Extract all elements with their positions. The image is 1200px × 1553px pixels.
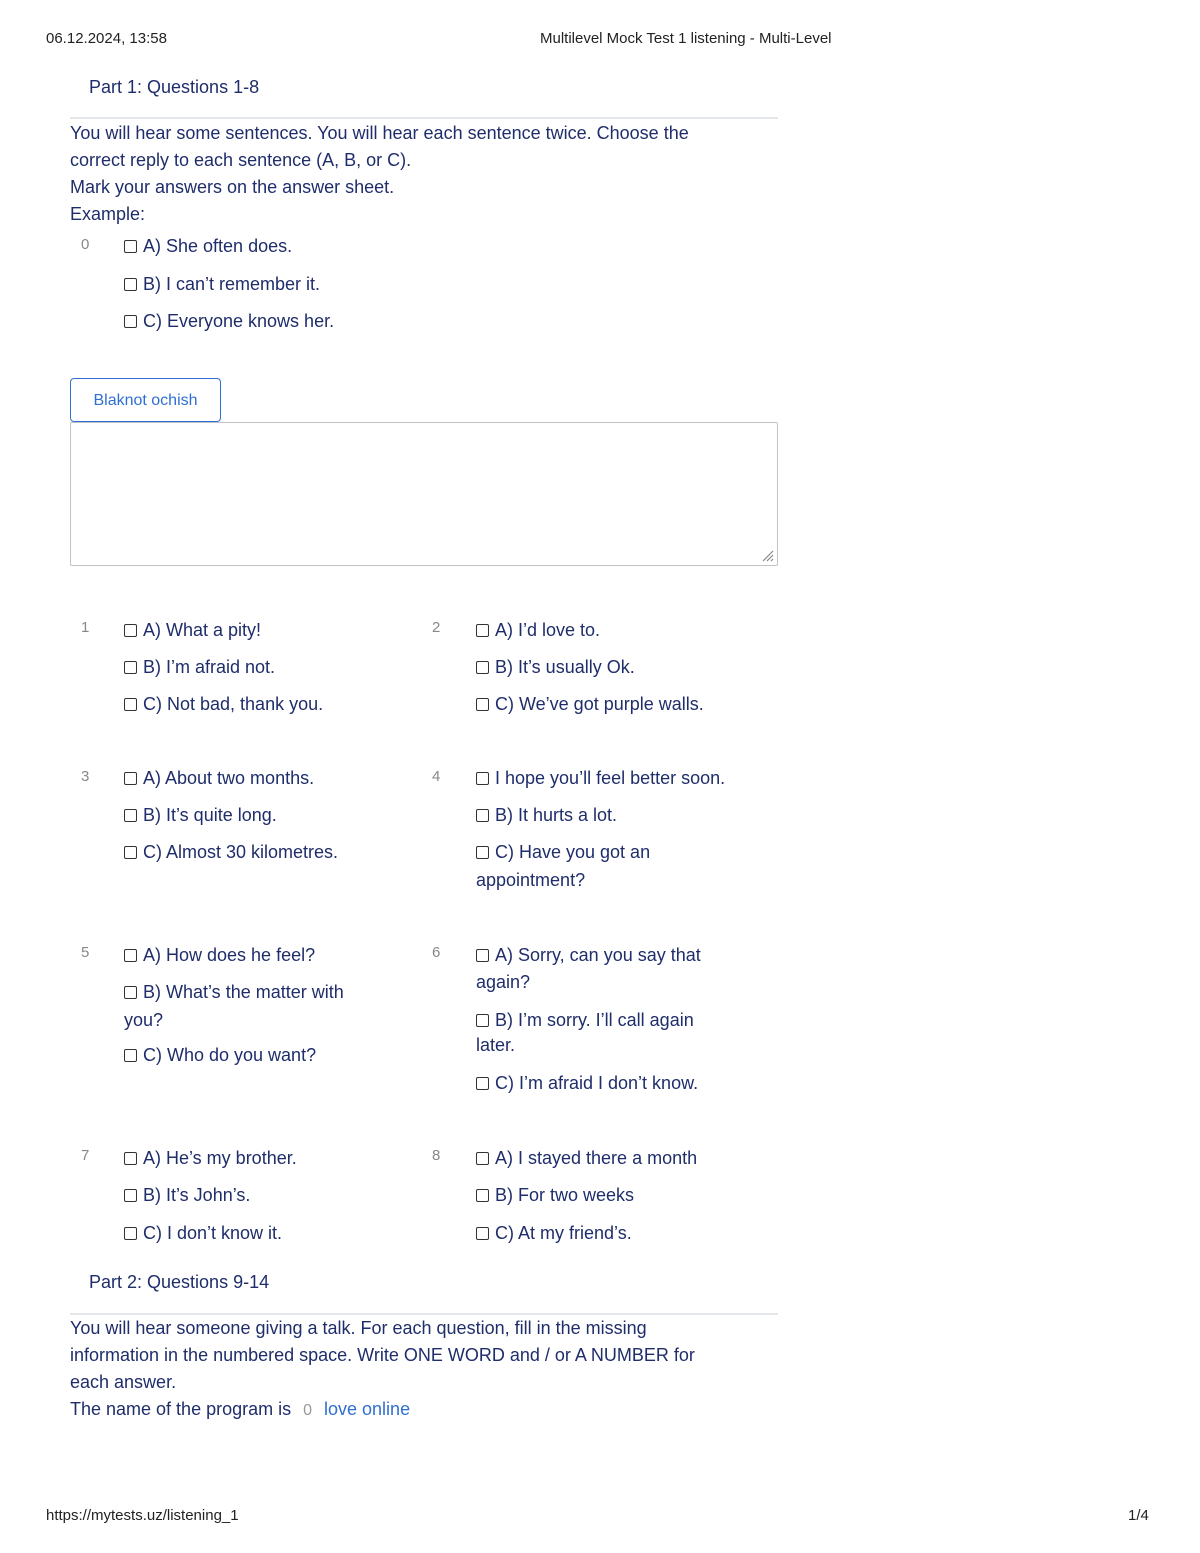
part1-title: Part 1: Questions 1-8 [89,77,260,97]
checkbox[interactable] [476,1014,489,1027]
question-number: 2 [432,619,441,636]
q1-option-a[interactable]: A) What a pity! [124,617,261,643]
example-option-b[interactable]: B) I can’t remember it. [124,271,320,297]
example-number: 0 [303,1402,313,1419]
q6-option-a[interactable]: A) Sorry, can you say that [476,942,701,968]
checkbox[interactable] [476,772,489,785]
question-number: 1 [81,619,90,636]
part1-instruction-line: Mark your answers on the answer sheet. [70,177,395,197]
checkbox[interactable] [476,661,489,674]
q7-option-c[interactable]: C) I don’t know it. [124,1220,282,1246]
checkbox[interactable] [476,809,489,822]
part1-instruction-line: correct reply to each sentence (A, B, or C). [70,150,412,170]
question-number: 8 [432,1147,441,1164]
checkbox[interactable] [476,1077,489,1090]
example-option-a[interactable]: A) She often does. [124,233,292,259]
checkbox[interactable] [476,846,489,859]
q1-option-c[interactable]: C) Not bad, thank you. [124,691,323,717]
q4-option-b[interactable]: B) It hurts a lot. [476,802,617,828]
q3-option-b[interactable]: B) It’s quite long. [124,802,277,828]
part2-instruction-line: each answer. [70,1372,177,1392]
q3-option-c[interactable]: C) Almost 30 kilometres. [124,839,338,865]
q6-option-b-continuation: later. [476,1035,516,1055]
q6-option-a-continuation: again? [476,972,531,992]
part2-instruction-line: information in the numbered space. Write ONE WORD and / or A NUMBER for [70,1345,695,1365]
resize-grip-icon[interactable] [760,548,774,562]
q5-option-c[interactable]: C) Who do you want? [124,1042,316,1068]
checkbox[interactable] [124,661,137,674]
checkbox[interactable] [124,949,137,962]
part2-example-line [70,1396,760,1424]
checkbox[interactable] [124,809,137,822]
checkbox[interactable] [476,624,489,637]
question-number: 7 [81,1147,90,1164]
q2-option-a[interactable]: A) I’d love to. [476,617,600,643]
checkbox[interactable] [124,1189,137,1202]
q5-option-a[interactable]: A) How does he feel? [124,942,315,968]
checkbox[interactable] [124,846,137,859]
question-number: 6 [432,944,441,961]
q4-option-c[interactable]: C) Have you got an [476,839,650,865]
example-number: 0 [81,236,90,253]
part2-instructions [70,1315,760,1424]
q7-option-b[interactable]: B) It’s John’s. [124,1182,250,1208]
q6-option-b[interactable]: B) I’m sorry. I’ll call again [476,1007,694,1033]
q5-option-b-continuation: you? [124,1010,164,1030]
checkbox[interactable] [124,240,137,253]
q7-option-a[interactable]: A) He’s my brother. [124,1145,297,1171]
checkbox[interactable] [124,1227,137,1240]
checkbox[interactable] [124,1049,137,1062]
checkbox[interactable] [476,949,489,962]
part1-instructions [70,120,760,228]
q4-option-a[interactable]: I hope you’ll feel better soon. [476,765,725,791]
example-option-c[interactable]: C) Everyone knows her. [124,308,334,334]
open-notepad-button[interactable]: Blaknot ochish [70,378,221,422]
print-url: https://mytests.uz/listening_1 [46,1507,239,1524]
print-page-title: Multilevel Mock Test 1 listening - Multi-Level [540,30,832,47]
part2-title: Part 2: Questions 9-14 [89,1272,270,1292]
q8-option-b[interactable]: B) For two weeks [476,1182,634,1208]
q8-option-a[interactable]: A) I stayed there a month [476,1145,697,1171]
checkbox[interactable] [476,698,489,711]
checkbox[interactable] [124,772,137,785]
print-datetime: 06.12.2024, 13:58 [46,30,167,47]
q1-option-b[interactable]: B) I’m afraid not. [124,654,275,680]
question-number: 4 [432,768,441,785]
q3-option-a[interactable]: A) About two months. [124,765,314,791]
question-number: 3 [81,768,90,785]
example-answer: love online [324,1399,411,1419]
checkbox[interactable] [124,986,137,999]
checkbox[interactable] [124,278,137,291]
q6-option-c[interactable]: C) I’m afraid I don’t know. [476,1070,698,1096]
checkbox[interactable] [124,315,137,328]
q5-option-b[interactable]: B) What’s the matter with [124,979,344,1005]
print-page-counter: 1/4 [1128,1507,1149,1524]
notepad-textarea[interactable] [70,422,778,566]
q8-option-c[interactable]: C) At my friend’s. [476,1220,632,1246]
checkbox[interactable] [476,1152,489,1165]
checkbox[interactable] [476,1189,489,1202]
question-number: 5 [81,944,90,961]
checkbox[interactable] [124,624,137,637]
q2-option-c[interactable]: C) We’ve got purple walls. [476,691,704,717]
part2-instruction-line: You will hear someone giving a talk. For each question, fill in the missing [70,1318,647,1338]
checkbox[interactable] [124,698,137,711]
checkbox[interactable] [476,1227,489,1240]
q2-option-b[interactable]: B) It’s usually Ok. [476,654,635,680]
part1-instruction-line: Example: [70,204,146,224]
part1-divider [70,117,778,119]
example-prompt: The name of the program is [70,1399,292,1419]
q4-option-c-continuation: appointment? [476,870,586,890]
part1-instruction-line: You will hear some sentences. You will hear each sentence twice. Choose the [70,123,689,143]
checkbox[interactable] [124,1152,137,1165]
